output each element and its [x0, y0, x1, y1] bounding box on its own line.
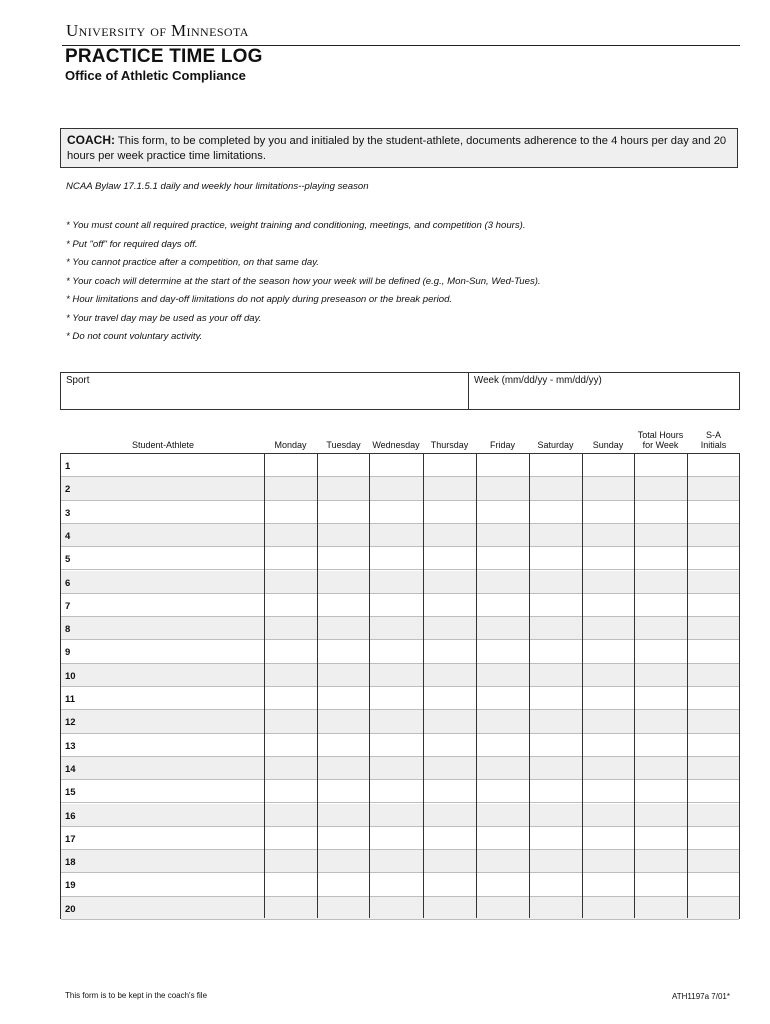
- rule-item: * Your coach will determine at the start of the season how your week will be defined (e.g., Mon-Sun, Wed-Tues).: [66, 275, 541, 287]
- table-row: [61, 524, 739, 547]
- coach-instructions-text: This form, to be completed by you and initialed by the student-athlete, documents adherence to the 4 hours per day and 20 hours per week practice time limitations.: [67, 135, 727, 162]
- row-number: 14: [65, 763, 76, 775]
- row-number: 4: [65, 530, 71, 542]
- office-name: Office of Athletic Compliance: [65, 68, 246, 83]
- rules-list: [66, 219, 541, 349]
- row-number: 7: [65, 600, 71, 612]
- row-number: 12: [65, 717, 76, 729]
- col-header-tuesday: Tuesday: [326, 440, 361, 450]
- table-row: [61, 571, 739, 594]
- row-number: 9: [65, 647, 71, 659]
- row-number: 8: [65, 624, 71, 636]
- practice-log-table: [60, 453, 740, 919]
- table-row: [61, 664, 739, 687]
- rule-item: * Your travel day may be used as your off day.: [66, 312, 262, 324]
- row-number: 10: [65, 670, 76, 682]
- table-row: [61, 873, 739, 896]
- table-row: [61, 617, 739, 640]
- row-number: 5: [65, 554, 71, 566]
- column-divider: [369, 454, 370, 918]
- col-header-monday: Monday: [274, 440, 307, 450]
- rule-item: * Do not count voluntary activity.: [66, 331, 203, 342]
- row-number: 11: [65, 694, 76, 705]
- bylaw-reference: NCAA Bylaw 17.1.5.1 daily and weekly hour limitations--playing season: [66, 181, 369, 192]
- row-number: 17: [65, 833, 76, 845]
- col-header-saturday: Saturday: [537, 440, 574, 450]
- sport-week-fields: [60, 372, 740, 410]
- coach-label: COACH:: [67, 133, 115, 147]
- table-row: [61, 687, 739, 710]
- table-row: [61, 850, 739, 873]
- table-row: [61, 827, 739, 850]
- table-row: [61, 804, 739, 827]
- column-divider: [476, 454, 477, 918]
- table-row: [61, 594, 739, 617]
- row-number: 6: [65, 577, 71, 589]
- col-header-total-hours: [634, 430, 687, 450]
- table-row: [61, 547, 739, 570]
- col-header-sunday: Sunday: [592, 440, 624, 450]
- row-number: 18: [65, 857, 76, 869]
- sport-field[interactable]: [61, 373, 469, 409]
- coach-instructions-box: [60, 128, 738, 168]
- col-header-friday: Friday: [489, 440, 515, 450]
- column-divider: [264, 454, 265, 918]
- table-row: [61, 780, 739, 803]
- col-header-total-line2: for Week: [642, 440, 679, 450]
- column-divider: [582, 454, 583, 918]
- rule-item: * Hour limitations and day-off limitations do not apply during preseason or the break period.: [66, 294, 453, 305]
- table-row: [61, 454, 739, 477]
- col-header-thursday: Thursday: [430, 440, 469, 450]
- table-row: [61, 710, 739, 733]
- row-number: 3: [65, 507, 71, 519]
- row-number: 16: [65, 810, 76, 822]
- col-header-athlete: Student-Athlete: [131, 440, 195, 450]
- column-divider: [317, 454, 318, 918]
- row-number: 13: [65, 740, 76, 752]
- row-number: 15: [65, 787, 76, 799]
- page-title: PRACTICE TIME LOG: [65, 46, 263, 67]
- footer-note: This form is to be kept in the coach's file: [65, 991, 208, 1000]
- form-number: ATH1197a 7/01*: [672, 992, 730, 1001]
- sport-label: Sport: [66, 375, 90, 386]
- rule-item: * You must count all required practice, weight training and conditioning, meetings, and competition (3 hours).: [66, 220, 526, 231]
- table-row: [61, 757, 739, 780]
- row-number: 20: [65, 903, 76, 915]
- col-header-total-line1: Total Hours: [637, 430, 684, 440]
- row-number: 1: [65, 461, 71, 472]
- rule-item: * Put "off" for required days off.: [66, 238, 198, 250]
- column-divider: [634, 454, 635, 918]
- table-row: [61, 734, 739, 757]
- column-divider: [423, 454, 424, 918]
- col-header-initials: [687, 430, 740, 450]
- week-field[interactable]: [469, 373, 739, 409]
- table-row: [61, 640, 739, 663]
- row-number: 19: [65, 880, 76, 892]
- table-row: [61, 501, 739, 524]
- week-label: Week (mm/dd/yy - mm/dd/yy): [474, 375, 602, 386]
- table-row: [61, 897, 739, 920]
- table-row: [61, 477, 739, 500]
- col-header-initials-line2: Initials: [700, 440, 727, 450]
- col-header-wednesday: Wednesday: [372, 440, 420, 450]
- column-divider: [687, 454, 688, 918]
- rule-item: * You cannot practice after a competition, on that same day.: [66, 257, 319, 268]
- col-header-initials-line1: S-A: [705, 430, 721, 440]
- row-number: 2: [65, 484, 71, 496]
- university-name: University of Minnesota: [66, 21, 249, 40]
- column-divider: [529, 454, 530, 918]
